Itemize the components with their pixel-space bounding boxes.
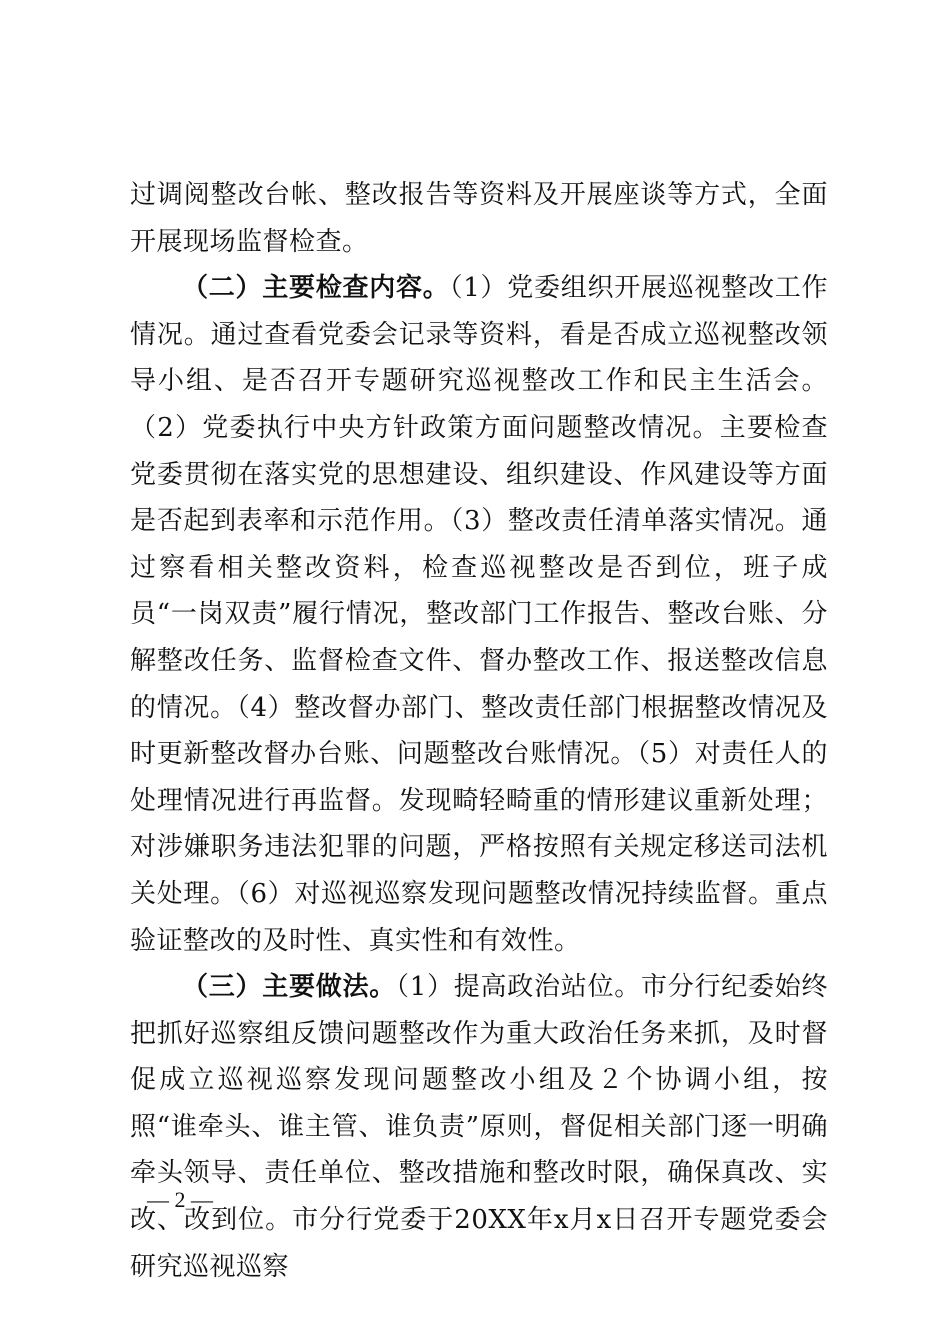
document-body: [130, 172, 828, 1290]
paragraph-text: （1）提高政治站位。市分行纪委始终把抓好巡察组反馈问题整改作为重大政治任务来抓，及时督促成立巡视巡察发现问题整改小组及２个协调小组，按照“谁牵头、谁主管、谁负责”原则，督促相关部门逐一明确牵头领导、责任单位、整改措施和整改时限，确保真改、实改、改到位。市分行党委于20XX年x月x日召开专题党委会研究巡视巡察: [130, 972, 828, 1282]
section-heading-main-practices: （三）主要做法。: [182, 972, 396, 1003]
page-number: — 2 —: [147, 1187, 213, 1212]
paragraph-text: 过调阅整改台帐、整改报告等资料及开展座谈等方式，全面开展现场监督检查。: [130, 180, 828, 257]
section-heading-inspection-content: （二）主要检查内容。: [182, 273, 450, 304]
paragraph-continuation: [130, 172, 828, 265]
paragraph-text: （1）党委组织开展巡视整改工作情况。通过查看党委会记录等资料，看是否成立巡视整改领导小组、是否召开专题研究巡视整改工作和民主生活会。（2）党委执行中央方针政策方面问题整改情况。主要检查党委贯彻在落实党的思想建设、组织建设、作风建设等方面是否起到表率和示范作用。（3）整改责任清单落实情况。通过察看相关整改资料，检查巡视整改是否到位，班子成员“一岗双责”履行情况，整改部门工作报告、整改台账、分解整改任务、监督检查文件、督办整改工作、报送整改信息的情况。（4）整改督办部门、整改责任部门根据整改情况及时更新整改督办台账、问题整改台账情况。（5）对责任人的处理情况进行再监督。发现畸轻畸重的情形建议重新处理；对涉嫌职务违法犯罪的问题，严格按照有关规定移送司法机关处理。（6）对巡视巡察发现问题整改情况持续监督。重点验证整改的及时性、真实性和有效性。: [130, 273, 828, 956]
paragraph-inspection-content: [130, 265, 828, 964]
paragraph-main-practices: [130, 964, 828, 1290]
